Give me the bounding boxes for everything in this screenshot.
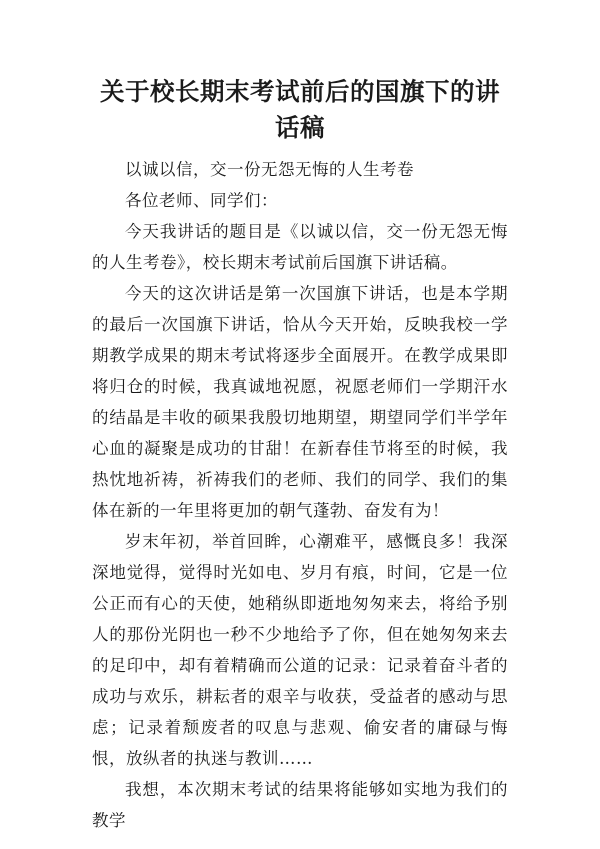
document-title: 关于校长期末考试前后的国旗下的讲话稿	[100, 77, 500, 142]
document-body	[92, 154, 508, 836]
paragraph-exam-intro: 今天的这次讲话是第一次国旗下讲话，也是本学期的最后一次国旗下讲话，恰从今天开始，反映我校一学期教学成果的期末考试将逐步全面展开。在教学成果即将归仓的时候，我真诚地祝愿，祝愿老师们一学期汗水的结晶是丰收的硕果我殷切地期望，期望同学们半学年心血的凝聚是成功的甘甜！在新春佳节将至的时候，我热忱地祈祷，祈祷我们的老师、我们的同学、我们的集体在新的一年里将更加的朝气蓬勃、奋发有为！	[92, 284, 508, 520]
paragraph-reflection: 岁末年初，举首回眸，心潮难平，感慨良多！我深深地觉得，觉得时光如电、岁月有痕，时间，它是一位公正而有心的天使，她稍纵即逝地匆匆来去，将给予别人的那份光阴也一秒不少地给予了你，但在她匆匆来去的足印中，却有着精确而公道的记录：记录着奋斗者的成功与欢乐，耕耘者的艰辛与收获，受益者的感动与思虑；记录着颓废者的叹息与悲观、偷安者的庸碌与悔恨，放纵者的执迷与教训……	[92, 532, 508, 768]
paragraph-topic: 今天我讲话的题目是《以诚以信，交一份无怨无悔的人生考卷》，校长期末考试前后国旗下讲话稿。	[92, 222, 508, 272]
paragraph-salutation: 各位老师、同学们：	[125, 191, 278, 210]
paragraph-closing: 我想，本次期末考试的结果将能够如实地为我们的教学	[92, 780, 508, 830]
paragraph-subtitle: 以诚以信，交一份无怨无悔的人生考卷	[125, 160, 414, 179]
